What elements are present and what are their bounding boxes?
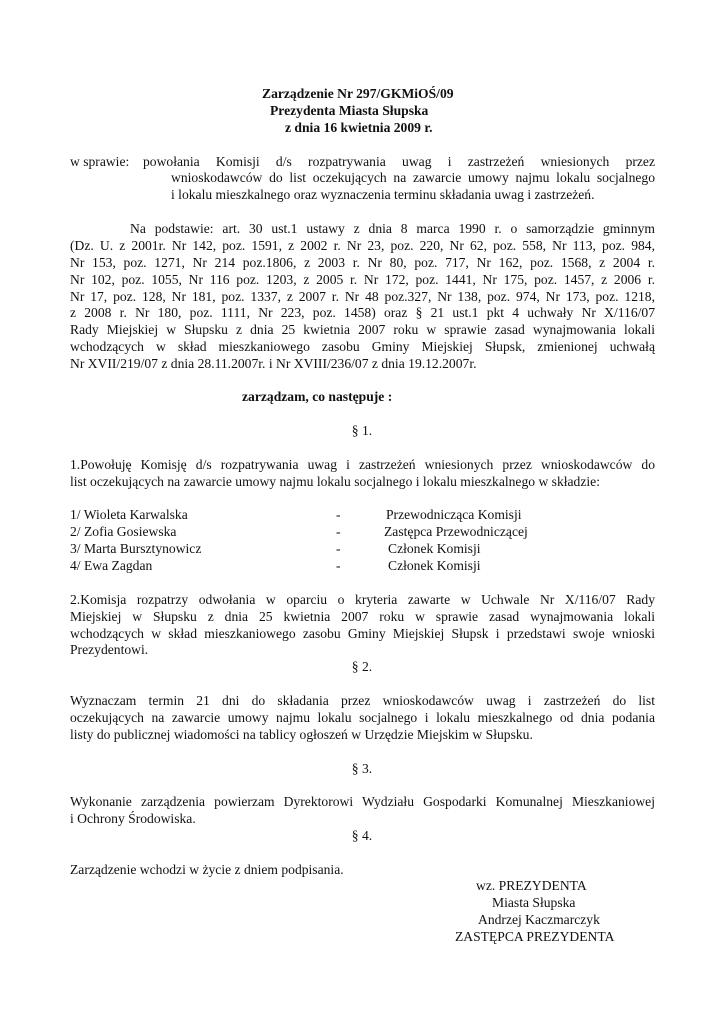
member-role: Członek Komisji <box>388 558 481 573</box>
basis-line: Nr 17, poz. 128, Nr 181, poz. 1337, z 2007 r. Nr 48 poz.327, Nr 138, poz. 974, Nr 173, poz. 1218, <box>70 289 655 304</box>
subject-line: wnioskodawców do list oczekujących na zawarcie umowy najmu lokalu socjalnego <box>171 170 655 185</box>
member-dash: - <box>336 541 341 556</box>
member-name: 3/ Marta Bursztynowicz <box>70 541 202 556</box>
subject-line: i lokalu mieszkalnego oraz wyznaczenia terminu składania uwag i zastrzeżeń. <box>171 187 595 202</box>
member-role: Członek Komisji <box>388 541 481 556</box>
section-heading-3: § 3. <box>351 761 373 776</box>
document-title: Zarządzenie Nr 297/GKMiOŚ/09 <box>262 86 454 101</box>
section2-line: listy do publicznej wiadomości na tablicy ogłoszeń w Urzędzie Miejskim w Słupsku. <box>70 727 533 742</box>
member-role: Przewodnicząca Komisji <box>386 507 522 522</box>
section-heading-4: § 4. <box>351 828 373 843</box>
section1-point1-line: 1.Powołuję Komisję d/s rozpatrywania uwag i zastrzeżeń wniesionych przez wnioskodawców do <box>70 457 655 472</box>
section4-line: Zarządzenie wchodzi w życie z dniem podpisania. <box>70 862 344 877</box>
signature-name: Andrzej Kaczmarczyk <box>478 912 600 927</box>
section1-point2-line: Prezydentowi. <box>70 642 149 657</box>
signature-line: wz. PREZYDENTA <box>476 878 587 893</box>
section2-line: oczekujących na zawarcie umowy najmu lokalu socjalnego i lokalu mieszkalnego od dnia podania <box>70 710 655 725</box>
member-name: 4/ Ewa Zagdan <box>70 558 153 573</box>
decree-statement: zarządzam, co następuje : <box>242 389 393 404</box>
basis-line: Nr 153, poz. 1271, Nr 214 poz.1806, z 2003 r. Nr 80, poz. 717, Nr 162, poz. 1568, z 2004 r. <box>70 255 655 270</box>
basis-line: Nr XVII/219/07 z dnia 28.11.2007r. i Nr XVIII/236/07 z dnia 19.12.2007r. <box>70 356 477 371</box>
member-name: 2/ Zofia Gosiewska <box>70 524 177 539</box>
section1-point2-line: Miejskiej w Słupsku z dnia 25 kwietnia 2007 roku w sprawie zasad wynajmowania lokali <box>70 609 655 624</box>
section1-point2-line: 2.Komisja rozpatrzy odwołania w oparciu o kryteria zawarte w Uchwale Nr X/116/07 Rady <box>70 592 655 607</box>
signature-line: ZASTĘPCA PREZYDENTA <box>455 929 615 944</box>
section2-line: Wyznaczam termin 21 dni do składania przez wnioskodawców uwag i zastrzeżeń do list <box>70 693 655 708</box>
member-name: 1/ Wioleta Karwalska <box>70 507 188 522</box>
section1-point1-line: list oczekujących na zawarcie umowy najmu lokalu socjalnego i lokalu mieszkalnego w składzie: <box>70 474 600 489</box>
member-dash: - <box>336 558 341 573</box>
section1-point2-line: wchodzących w skład mieszkaniowego zasobu Gminy Miejskiej Słupsk i przedstawi swoje wnioski <box>70 626 655 641</box>
basis-line: Nr 102, poz. 1055, Nr 116 poz. 1203, z 2005 r. Nr 172, poz. 1441, Nr 175, poz. 1457, z 2006 r. <box>70 272 655 287</box>
basis-line: wchodzących w skład mieszkaniowego zasobu Gminy Miejskiej Słupsk, zmienionej uchwałą <box>70 339 655 354</box>
section-heading-2: § 2. <box>351 659 373 674</box>
subject-line: powołania Komisji d/s rozpatrywania uwag i zastrzeżeń wniesionych przez <box>143 154 655 169</box>
member-dash: - <box>336 524 341 539</box>
basis-line: Rady Miejskiej w Słupsku z dnia 25 kwietnia 2007 roku w sprawie zasad wynajmowania lokali <box>70 322 655 337</box>
basis-line: Na podstawie: art. 30 ust.1 ustawy z dnia 8 marca 1990 r. o samorządzie gminnym <box>130 221 655 236</box>
signature-line: Miasta Słupska <box>492 895 576 910</box>
basis-line: z 2008 r. Nr 180, poz. 1111, Nr 223, poz. 1458) oraz § 21 ust.1 pkt 4 uchwały Nr X/116/07 <box>70 305 655 320</box>
document-issuer: Prezydenta Miasta Słupska <box>270 103 429 118</box>
basis-line: (Dz. U. z 2001r. Nr 142, poz. 1591, z 2002 r. Nr 23, poz. 220, Nr 62, poz. 558, Nr 113, poz. 984, <box>70 238 655 253</box>
section-heading-1: § 1. <box>351 423 373 438</box>
section3-line: i Ochrony Środowiska. <box>70 811 196 826</box>
member-dash: - <box>336 507 341 522</box>
member-role: Zastępca Przewodniczącej <box>384 524 528 539</box>
subject-label: w sprawie: <box>70 154 130 169</box>
document-date: z dnia 16 kwietnia 2009 r. <box>285 120 433 135</box>
section3-line: Wykonanie zarządzenia powierzam Dyrektorowi Wydziału Gospodarki Komunalnej Mieszkaniowej <box>70 794 655 809</box>
